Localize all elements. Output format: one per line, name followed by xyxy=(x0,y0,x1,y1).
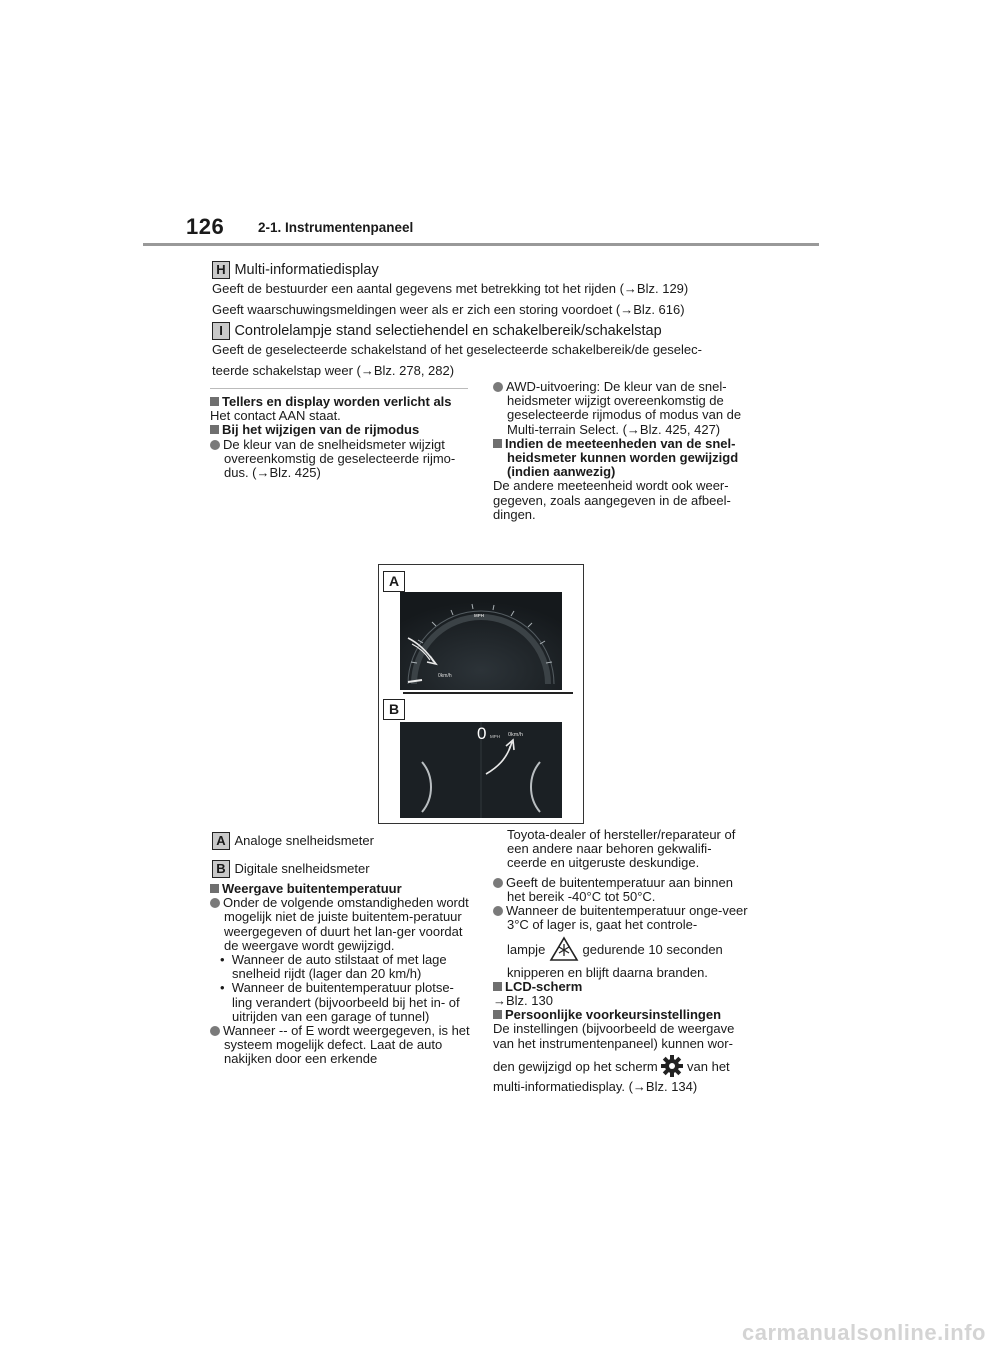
text-sudden-change: Wanneer de buitentemperatuur plotse-ling verandert (bijvoorbeeld bij het in- of uitrijden van een garage of tunnel) xyxy=(231,980,460,1024)
right-bottom-block xyxy=(493,828,751,1094)
round-bullet-icon xyxy=(210,1026,220,1036)
text-blink: knipperen en blijft daarna branden. xyxy=(507,964,708,980)
watermark: carmanualsonline.info xyxy=(742,1320,986,1345)
heading-units: Indien de meeteenheden van de snel-heidsmeter kunnen worden gewijzigd (indien aanwezig) xyxy=(505,435,739,480)
divider xyxy=(210,388,468,389)
text-screen: den gewijzigd op het scherm xyxy=(493,1058,658,1074)
heading-outside-temp: Weergave buitentemperatuur xyxy=(222,881,402,896)
figure-separator xyxy=(403,692,573,694)
round-bullet-icon xyxy=(210,898,220,908)
kmh-label: 0km/h xyxy=(438,673,452,679)
square-bullet-icon xyxy=(493,1010,502,1019)
round-bullet-icon xyxy=(210,440,220,450)
figure-label-a: A xyxy=(383,571,405,592)
text-conditions: Onder de volgende omstandigheden wordt mogelijk niet de juiste buitentem-peratuur weergegeven of duurt het lan-ger voordat de weergave wordt gewijzigd. xyxy=(223,895,469,953)
figure-label-b: B xyxy=(383,699,405,720)
item-i-line-1: Geeft de geselecteerde schakelstand of het geselecteerde schakelbereik/de geselec- xyxy=(212,342,702,357)
text-settings: De instellingen (bijvoorbeeld de weergave van het instrumentenpaneel) kunnen wor- xyxy=(493,1021,735,1051)
mph-label: MPH xyxy=(474,613,484,618)
square-bullet-icon xyxy=(210,884,219,893)
legend-b xyxy=(212,860,370,878)
square-bullet-icon xyxy=(210,425,219,434)
item-i-title: Controlelampje stand selectiehendel en schakelbereik/schakelstap xyxy=(234,323,662,339)
text-defect: Wanneer -- of E wordt weergegeven, is het systeem mogelijk defect. Laat de auto nakijken door een erkende xyxy=(223,1023,470,1067)
text-contact-on: Het contact AAN staat. xyxy=(210,408,341,424)
gear-icon xyxy=(661,1055,683,1080)
left-bottom-block: Weergave buitentemperatuur Onder de volgende omstandigheden wordt mogelijk niet de juiste buitentem-peratuur weergegeven of duurt het lan-ger voordat de weergave wordt gewijzigd. • Wanneer de auto stilstaat of met lage snelheid rijdt (lager dan 20 km/h) • Wanneer de buitentemperatuur plotse-ling verandert (bijvoorbeeld bij het in- of uitrijden van een garage of tunnel) Wanneer -- of E wordt weergegeven, is het systeem mogelijk defect. Laat de auto nakijken door een erkende xyxy=(210,882,470,1067)
text-van-het: van het xyxy=(687,1058,730,1074)
page-number: 126 xyxy=(186,214,225,239)
digital-kmh-label: 0km/h xyxy=(508,732,523,738)
text-other-unit: De andere meeteenheid wordt ook weer-gegeven, zoals aangegeven in de afbeel-dingen. xyxy=(493,478,731,522)
text-lampje: lampje xyxy=(507,942,546,958)
text-lcd-ref: →Blz. 130 xyxy=(493,993,553,1009)
marker-b: B xyxy=(212,860,230,878)
analog-speedometer-image xyxy=(400,592,562,690)
item-i xyxy=(212,322,812,380)
text-temp-low: Wanneer de buitentemperatuur onge-veer 3°C of lager is, gaat het controle- xyxy=(506,903,748,933)
section-title: 2-1. Instrumentenpaneel xyxy=(258,220,414,235)
heading-personal: Persoonlijke voorkeursinstellingen xyxy=(505,1007,722,1023)
digital-speedometer-image xyxy=(400,722,562,818)
ice-warning-icon xyxy=(549,936,579,965)
digital-mph-label: MPH xyxy=(490,734,500,739)
item-i-line-2: teerde schakelstap weer (→Blz. 278, 282) xyxy=(212,363,455,378)
legend-a xyxy=(212,832,374,850)
text-speedometer-color: De kleur van de snelheidsmeter wijzigt overeenkomstig de geselecteerde rijmo-dus. (→Blz. 425) xyxy=(223,436,456,481)
legend-a-text: Analoge snelheidsmeter xyxy=(234,833,374,848)
speedometer-figure xyxy=(378,564,584,824)
marker-a: A xyxy=(212,832,230,850)
square-bullet-icon xyxy=(493,982,502,991)
legend-b-text: Digitale snelheidsmeter xyxy=(234,861,370,876)
item-h xyxy=(212,261,812,319)
heading-drive-mode: Bij het wijzigen van de rijmodus xyxy=(222,422,420,438)
marker-h: H xyxy=(212,261,230,279)
marker-i: I xyxy=(212,322,230,340)
item-h-title: Multi-informatiedisplay xyxy=(234,262,379,278)
heading-lighting: Tellers en display worden verlicht als xyxy=(222,394,452,409)
right-top-block xyxy=(493,380,751,522)
item-h-line-1: Geeft de bestuurder een aantal gegevens met betrekking tot het rijden (→Blz. 129) xyxy=(212,281,689,296)
analog-gauge-graphic xyxy=(400,592,562,690)
text-stationary: Wanneer de auto stilstaat of met lage snelheid rijdt (lager dan 20 km/h) xyxy=(231,952,447,982)
text-awd: AWD-uitvoering: De kleur van de snel-heidsmeter wijzigt overeenkomstig de geselecteerde rijmodus of modus van de Multi-terrain Select. (→Blz. 425, 427) xyxy=(506,379,742,437)
text-dealer: Toyota-dealer of hersteller/reparateur of een andere naar behoren gekwalifi-ceerde en uitgeruste deskundige. xyxy=(507,827,736,871)
text-ten-seconds: gedurende 10 seconden xyxy=(582,942,723,958)
text-mid-ref: multi-informatiedisplay. (→Blz. 134) xyxy=(493,1079,698,1095)
digital-speed-value: 0 xyxy=(477,724,487,743)
square-bullet-icon xyxy=(210,397,219,406)
left-top-block xyxy=(210,395,470,480)
round-bullet-icon xyxy=(493,906,503,916)
heading-lcd: LCD-scherm xyxy=(505,978,583,994)
round-bullet-icon xyxy=(493,878,503,888)
round-bullet-icon xyxy=(493,382,503,392)
item-h-line-2: Geeft waarschuwingsmeldingen weer als er zich een storing voordoet (→Blz. 616) xyxy=(212,302,685,317)
square-bullet-icon xyxy=(493,439,502,448)
header-rule xyxy=(143,243,819,246)
text-range: Geeft de buitentemperatuur aan binnen het bereik -40°C tot 50°C. xyxy=(506,874,733,904)
